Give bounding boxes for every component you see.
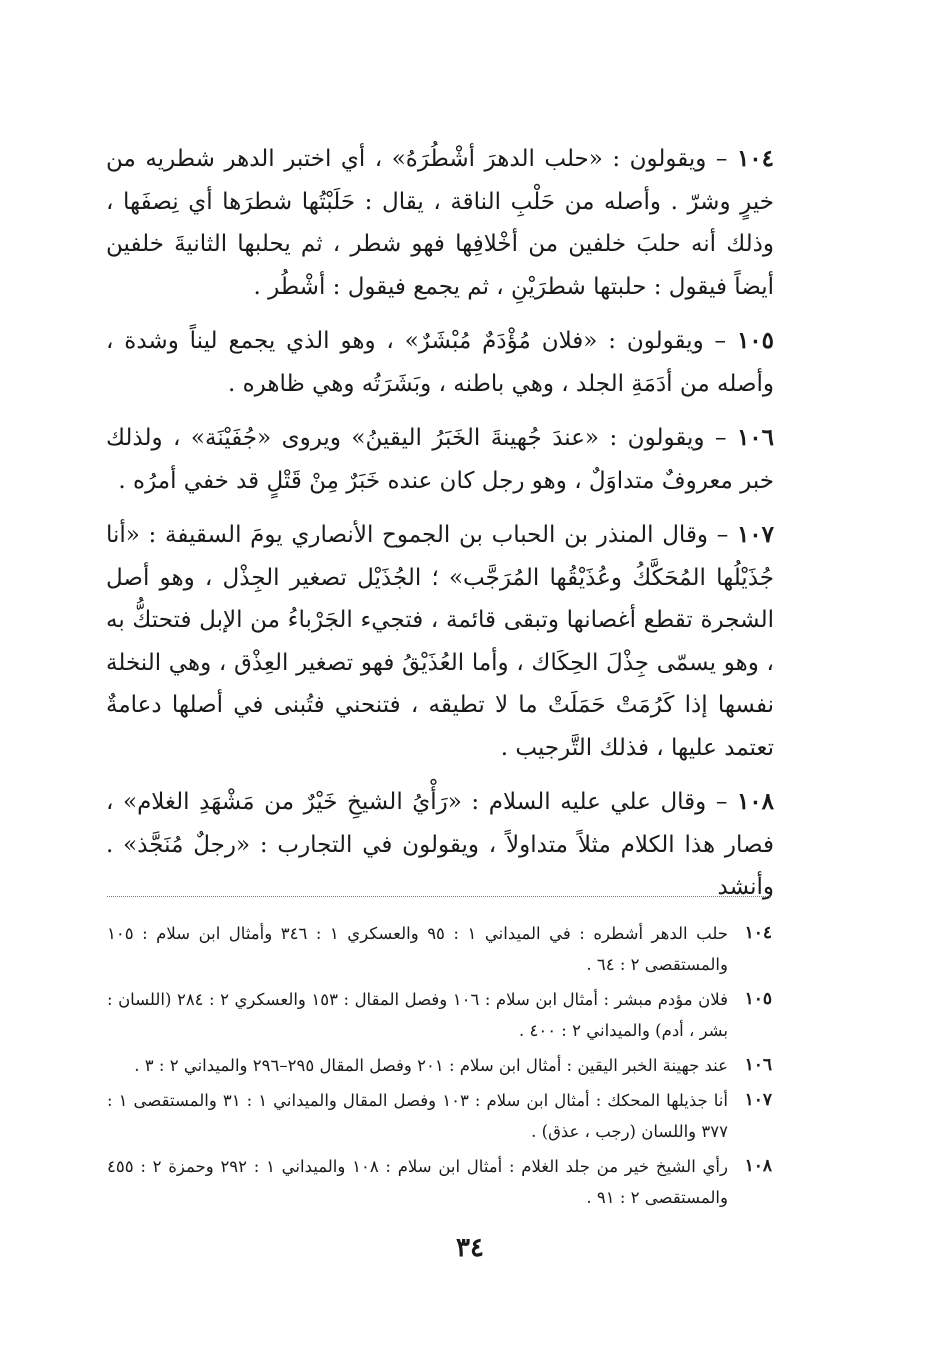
paragraph-106 — [106, 417, 774, 502]
paragraph-text: – وقال علي عليه السلام : «رَأْيُ الشيخِ خَيْرٌ من مَشْهَدِ الغلام» ، فصار هذا الكلام مثلاً متداولاً ، ويقولون في التجارب : «رجلٌ مُنَجَّذ» . وأنشد — [106, 789, 774, 900]
paragraph-text: – ويقولون : «فلان مُؤْدَمٌ مُبْشَرٌ» ، وهو الذي يجمع ليناً وشدة ، وأصله من أدَمَةِ الجلد ، وهي باطنه ، وبَشَرَتُه وهي ظاهره . — [106, 328, 774, 397]
footnote-text: فلان مؤدم مبشر : أمثال ابن سلام : ١٠٦ وفصل المقال : ١٥٣ والعسكري ٢ : ٢٨٤ (اللسان : بشر ، أدم) والميداني ٢ : ٤٠٠ . — [107, 990, 728, 1040]
paragraph-number: ١٠٤ — [736, 145, 774, 172]
footnote-105 — [107, 984, 772, 1046]
paragraph-text: – وقال المنذر بن الحباب بن الجموح الأنصاري يومَ السقيفة : «أنا جُذَيْلُها المُحَكَّكُ وعُذَيْقُها المُرَجَّب» ؛ الجُذَيْل تصغير الجِذْل ، وهو أصل الشجرة تقطع أغصانها وتبقى قائمة ، فتجيء الجَرْباءُ من الإبل فتحتكُّ به ، وهو يسمّى جِذْلَ الحِكَاك ، وأما العُذَيْقُ فهو تصغير العِذْق ، وهي النخلة نفسها إذا كَرُمَتْ حَمَلَتْ ما لا تطيقه ، فتنحني فتُبنى في أصلها دعامةٌ تعتمد عليها ، فذلك التَّرجيب . — [106, 522, 774, 761]
footnote-104 — [107, 918, 772, 980]
paragraph-number: ١٠٥ — [736, 327, 774, 354]
main-text — [106, 138, 774, 921]
footnote-text: أنا جذيلها المحكك : أمثال ابن سلام : ١٠٣ وفصل المقال والميداني ١ : ٣١ والمستقصى ١ : ٣٧٧ واللسان (رجب ، عذق) . — [107, 1091, 728, 1141]
footnote-text: حلب الدهر أشطره : في الميداني ١ : ٩٥ والعسكري ١ : ٣٤٦ وأمثال ابن سلام : ١٠٥ والمستقصى ٢ : ٦٤ . — [107, 924, 728, 974]
paragraph-text: – ويقولون : «عندَ جُهينةَ الخَبَرُ اليقينُ» ويروى «جُفَيْنَة» ، ولذلك خبر معروفٌ متداوَلٌ ، وهو رجل كان عنده خَبَرٌ مِنْ قَتْلٍ قد خفي أمرُه . — [106, 425, 774, 494]
paragraph-text: – ويقولون : «حلب الدهرَ أشْطُرَهُ» ، أي اختبر الدهر شطريه من خيرٍ وشرّ . وأصله من حَلْبِ الناقة ، يقال : حَلَبْتُها شطرَها أي نِصفَها ، وذلك أنه حلبَ خلفين من أخْلافِها فهو شطر ، ثم يحلبها الثانيةَ خلفين أيضاً فيقول : حلبتها شطرَيْنِ ، ثم يجمع فيقول : أشْطُر . — [106, 146, 774, 300]
paragraph-104 — [106, 138, 774, 308]
paragraph-108 — [106, 781, 774, 909]
footnote-106 — [107, 1050, 772, 1081]
footnotes — [107, 918, 772, 1217]
footnote-text: رأي الشيخ خير من جلد الغلام : أمثال ابن سلام : ١٠٨ والميداني ١ : ٢٩٢ وحمزة ٢ : ٤٥٥ والمستقصى ٢ : ٩١ . — [107, 1157, 728, 1207]
page-number: ٣٤ — [456, 1233, 484, 1263]
paragraph-105 — [106, 320, 774, 405]
paragraph-number: ١٠٦ — [736, 424, 774, 451]
footnote-separator — [107, 896, 770, 897]
paragraph-number: ١٠٨ — [736, 788, 775, 815]
footnote-number: ١٠٧ — [744, 1090, 772, 1110]
footnote-number: ١٠٥ — [744, 989, 772, 1009]
footnote-number: ١٠٤ — [744, 923, 772, 943]
footnote-107 — [107, 1085, 772, 1147]
paragraph-107 — [106, 514, 774, 769]
footnote-number: ١٠٦ — [744, 1055, 772, 1075]
footnote-108 — [107, 1151, 772, 1213]
footnote-text: عند جهينة الخبر اليقين : أمثال ابن سلام : ٢٠١ وفصل المقال ٢٩٥–٢٩٦ والميداني ٢ : ٣ . — [134, 1056, 728, 1075]
paragraph-number: ١٠٧ — [736, 521, 774, 548]
footnote-number: ١٠٨ — [744, 1156, 772, 1176]
